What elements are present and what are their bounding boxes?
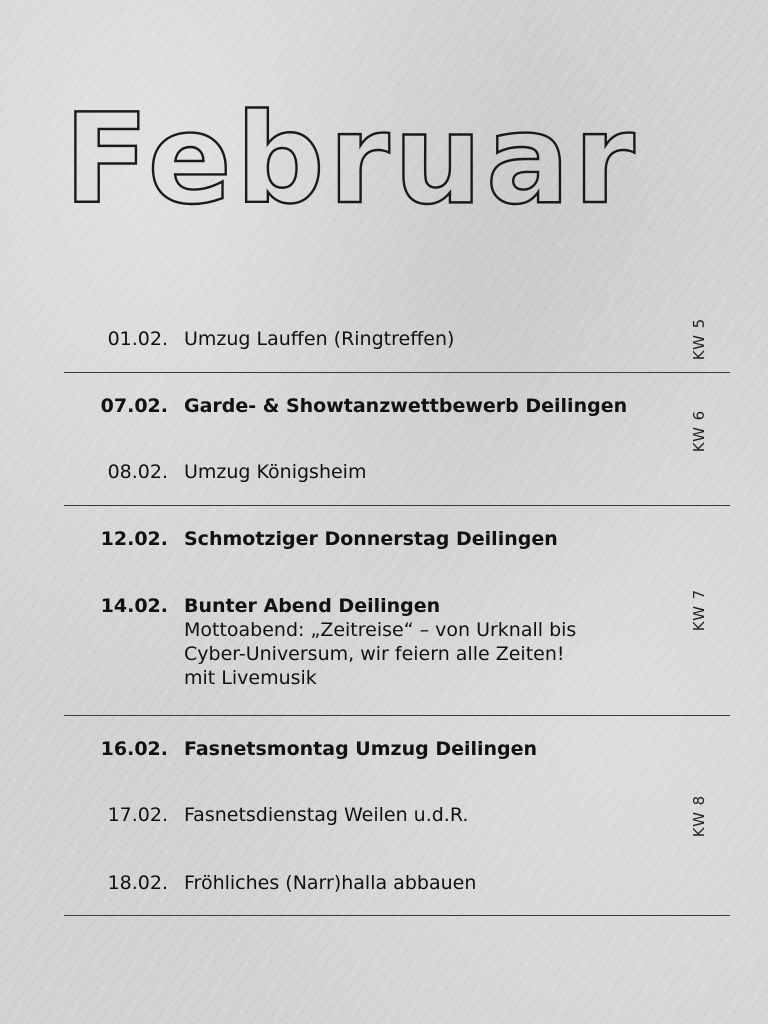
event-date: 14.02. <box>100 595 168 617</box>
event-title: Fasnetsdienstag Weilen u.d.R. <box>184 804 469 826</box>
event-description-line: Mottoabend: „Zeitreise“ – von Urknall bis <box>184 619 577 641</box>
week-label: KW 5 <box>690 317 708 361</box>
event-date: 01.02. <box>107 328 168 350</box>
event-date: 16.02. <box>100 738 168 760</box>
event-description-line: Cyber-Universum, wir feiern alle Zeiten! <box>184 643 565 665</box>
event-title: Umzug Lauffen (Ringtreffen) <box>184 328 455 350</box>
event-title: Garde- & Showtanzwettbewerb Deilingen <box>184 395 628 417</box>
event-block <box>184 594 576 690</box>
month-title: Februar <box>64 88 639 232</box>
week-label: KW 8 <box>690 794 708 838</box>
event-description-line: mit Livemusik <box>184 667 317 689</box>
event-date: 07.02. <box>100 395 168 417</box>
event-date: 12.02. <box>100 528 168 550</box>
week-divider <box>64 505 730 506</box>
event-title: Bunter Abend Deilingen <box>184 595 441 617</box>
event-title: Fröhliches (Narr)halla abbauen <box>184 872 477 894</box>
event-title: Fasnetsmontag Umzug Deilingen <box>184 738 538 760</box>
week-divider <box>64 915 730 916</box>
week-divider <box>64 372 730 373</box>
event-title: Schmotziger Donnerstag Deilingen <box>184 528 558 550</box>
event-date: 08.02. <box>107 461 168 483</box>
week-label: KW 7 <box>690 588 708 632</box>
event-title: Umzug Königsheim <box>184 461 367 483</box>
week-label: KW 6 <box>690 409 708 453</box>
event-date: 18.02. <box>107 872 168 894</box>
event-date: 17.02. <box>107 804 168 826</box>
week-divider <box>64 715 730 716</box>
